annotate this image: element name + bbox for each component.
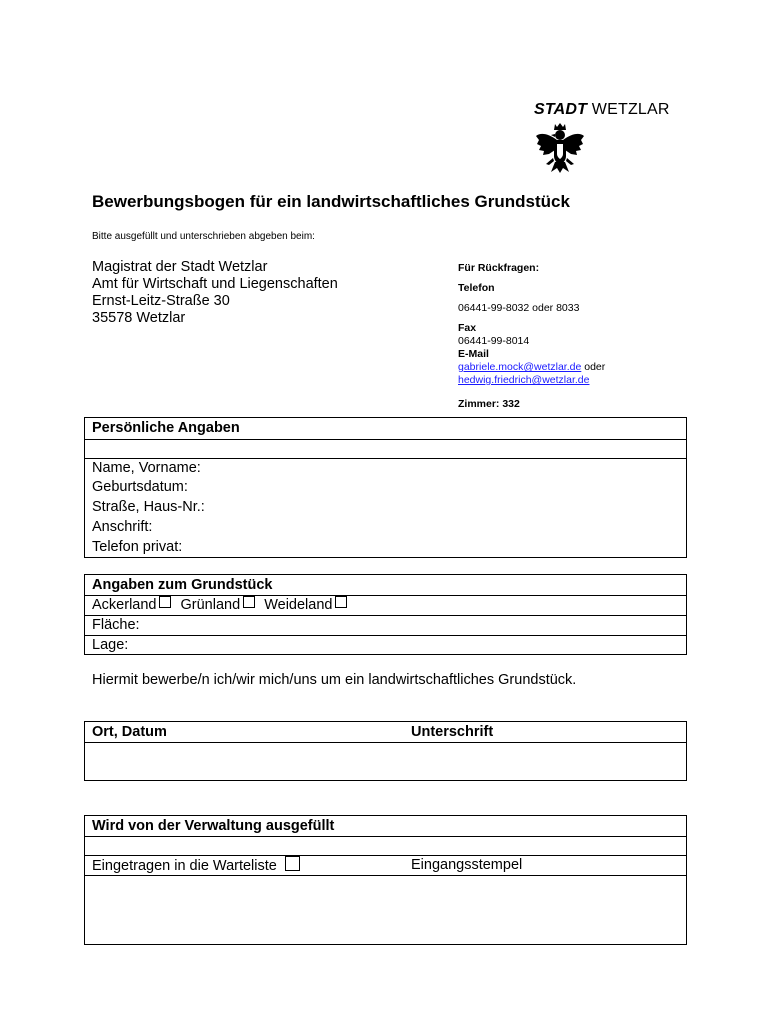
email-or-text: oder — [581, 361, 606, 373]
land-type-row — [85, 595, 686, 615]
land-type-label: Ackerland — [92, 597, 157, 613]
land-type-label: Weideland — [264, 597, 333, 613]
land-type-label: Grünland — [180, 597, 241, 613]
signature-input-area[interactable] — [85, 742, 686, 781]
stamp-area[interactable] — [85, 875, 686, 945]
area-field[interactable]: Fläche: — [85, 615, 686, 635]
logo-word-wetzlar: WETZLAR — [591, 101, 670, 118]
admin-section — [84, 815, 687, 945]
location-field[interactable]: Lage: — [85, 635, 686, 655]
address-line: Ernst-Leitz-Straße 30 — [92, 293, 230, 309]
address-field[interactable]: Anschrift: — [92, 519, 153, 535]
property-section-header: Angaben zum Grundstück — [92, 577, 273, 593]
waitlist-checkbox[interactable] — [285, 856, 300, 871]
eagle-coat-of-arms-icon — [535, 122, 585, 174]
place-date-label: Ort, Datum — [92, 724, 167, 740]
fax-label: Fax — [458, 322, 477, 334]
personal-data-section — [84, 417, 687, 558]
weideland-checkbox[interactable] — [335, 596, 347, 608]
phone-field[interactable]: Telefon privat: — [92, 539, 183, 555]
signature-header-row — [85, 723, 686, 742]
address-line: 35578 Wetzlar — [92, 310, 186, 326]
intro-text: Bitte ausgefüllt und unterschrieben abgeben beim: — [92, 231, 315, 242]
name-field[interactable]: Name, Vorname: — [85, 458, 686, 478]
contact-info — [458, 262, 605, 411]
signature-section — [84, 721, 687, 781]
room-number: Zimmer: 332 — [458, 398, 520, 410]
phone-number: 06441-99-8032 oder 8033 — [458, 302, 580, 314]
stamp-label: Eingangsstempel — [411, 857, 523, 873]
address-line: Magistrat der Stadt Wetzlar — [92, 259, 268, 275]
city-logo-text — [534, 101, 670, 119]
recipient-address — [92, 259, 338, 327]
personal-section-header: Persönliche Angaben — [92, 420, 240, 436]
property-section — [84, 574, 687, 655]
waitlist-label: Eingetragen in die Warteliste — [92, 858, 277, 874]
blank-row — [85, 836, 686, 855]
fax-number: 06441-99-8014 — [458, 335, 530, 347]
gruenland-checkbox[interactable] — [243, 596, 255, 608]
waitlist-row — [85, 855, 686, 876]
document-title: Bewerbungsbogen für ein landwirtschaftliches Grundstück — [92, 192, 570, 211]
admin-section-header: Wird von der Verwaltung ausgefüllt — [92, 818, 335, 834]
street-field[interactable]: Straße, Haus-Nr.: — [92, 499, 205, 515]
blank-row — [85, 439, 686, 458]
email-link-1[interactable]: gabriele.mock@wetzlar.de — [458, 361, 582, 373]
phone-label: Telefon — [458, 282, 495, 294]
signature-label: Unterschrift — [411, 724, 494, 740]
email-label: E-Mail — [458, 348, 489, 360]
email-link-2[interactable]: hedwig.friedrich@wetzlar.de — [458, 374, 590, 386]
declaration-text: Hiermit bewerbe/n ich/wir mich/uns um ein landwirtschaftliches Grundstück. — [92, 672, 577, 688]
ackerland-checkbox[interactable] — [159, 596, 171, 608]
contact-heading: Für Rückfragen: — [458, 262, 540, 274]
address-line: Amt für Wirtschaft und Liegenschaften — [92, 276, 338, 292]
birthdate-field[interactable]: Geburtsdatum: — [92, 479, 188, 495]
logo-word-stadt: STADT — [534, 101, 588, 118]
